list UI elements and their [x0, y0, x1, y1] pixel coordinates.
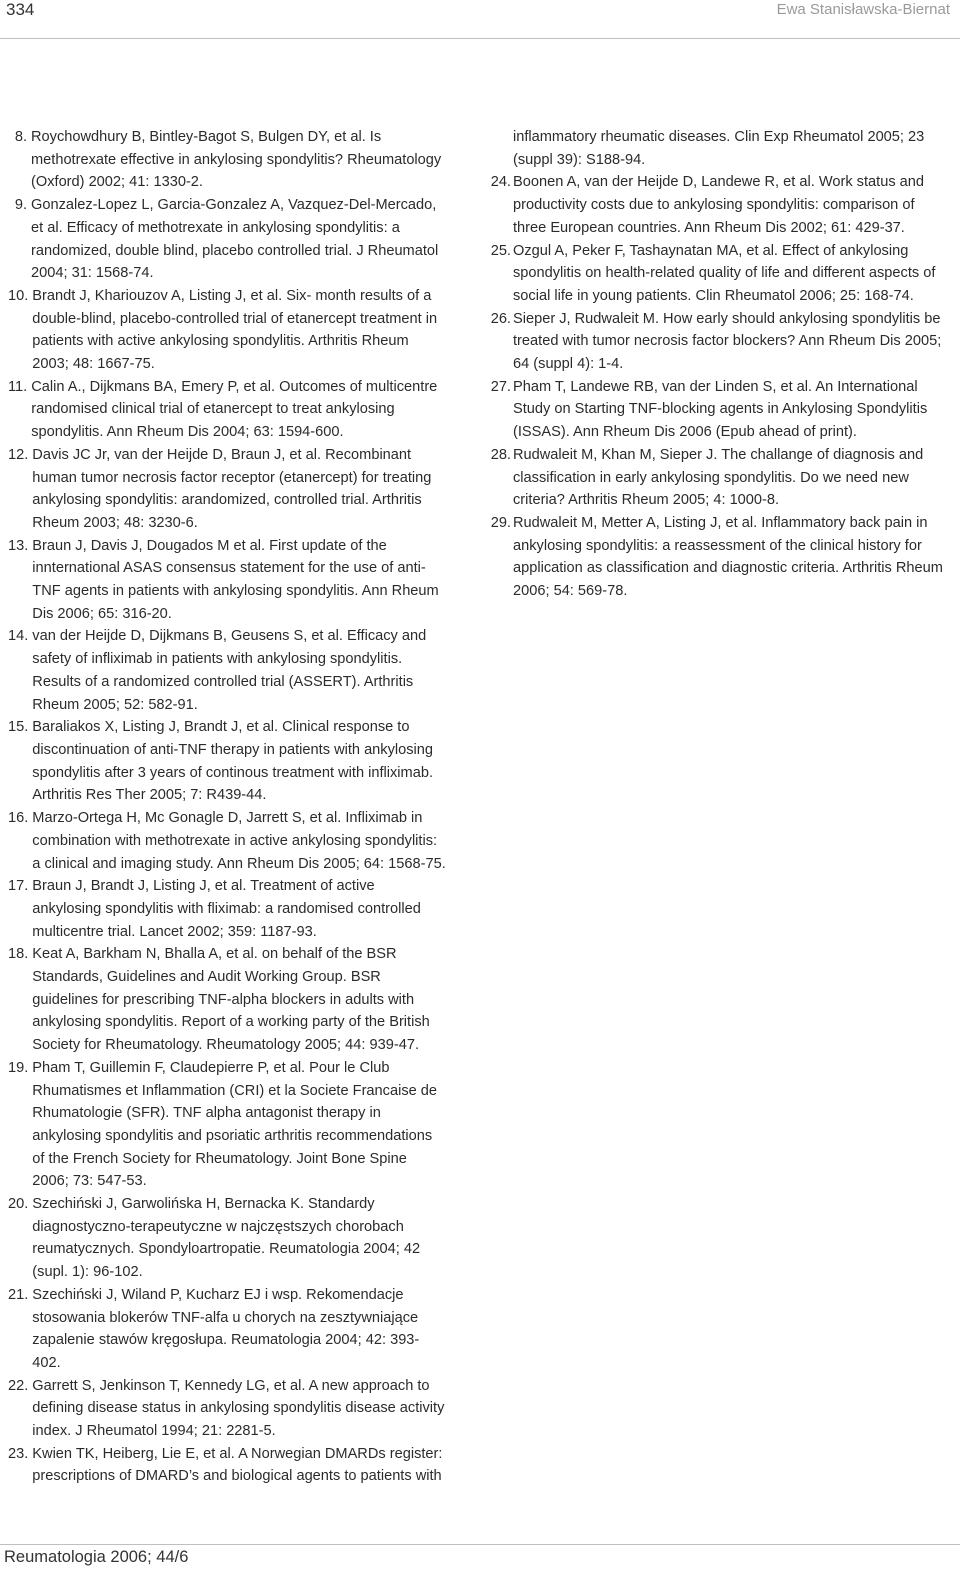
reference-number: 18.	[8, 946, 29, 963]
reference-item	[8, 535, 446, 626]
reference-number: 13.	[8, 537, 29, 554]
reference-number: 16.	[8, 810, 29, 827]
reference-number: 19.	[8, 1059, 29, 1076]
reference-text: Szechiński J, Wiland P, Kucharz EJ i wsp. Rekomendacje stosowania blokerów TNF-alfa u chorych na zesztywniające zapalenie stawów kręgosłupa. Reumatologia 2004; 42: 393-402.	[32, 1286, 420, 1371]
reference-item	[8, 376, 446, 444]
reference-text: Calin A., Dijkmans BA, Emery P, et al. Outcomes of multicentre randomised clinical trial of etanercept to treat ankylosing spondylitis. Ann Rheum Dis 2004; 63: 1594-600.	[31, 378, 438, 441]
reference-number: 21.	[8, 1286, 29, 1303]
references-left-column	[8, 126, 446, 1488]
reference-continuation: inflammatory rheumatic diseases. Clin Exp Rheumatol 2005; 23 (suppl 39): S188-94.	[513, 129, 925, 168]
reference-number: 23.	[8, 1445, 29, 1462]
reference-item	[8, 126, 446, 194]
reference-item	[490, 512, 948, 603]
reference-text: Rudwaleit M, Metter A, Listing J, et al. Inflammatory back pain in ankylosing spondylitis: a reassessment of the clinical history for application as classification and diagnostic criteria. Arthritis Rheum 2006; 54: 569-78.	[513, 514, 943, 600]
reference-text: Boonen A, van der Heijde D, Landewe R, et al. Work status and productivity costs due to ankylosing spondylitis: comparison of three European countries. Ann Rheum Dis 2002; 61: 429-37.	[513, 174, 925, 236]
reference-text: Rudwaleit M, Khan M, Sieper J. The challange of diagnosis and classification in early ankylosing spondylitis. Do we need new criteria? Arthritis Rheum 2005; 4: 1000-8.	[513, 446, 924, 509]
reference-number: 14.	[8, 628, 29, 645]
page-number: 334	[6, 0, 35, 19]
reference-item	[8, 1284, 446, 1375]
reference-item	[490, 308, 948, 376]
reference-text: Roychowdhury B, Bintley-Bagot S, Bulgen DY, et al. Is methotrexate effective in ankylosing spondylitis? Rheumatology (Oxford) 2002; 41: 1330-2.	[31, 129, 442, 191]
reference-text: Garrett S, Jenkinson T, Kennedy LG, et al. A new approach to defining disease status in ankylosing spondylitis disease activity index. J Rheumatol 1994; 21: 2281-5.	[32, 1377, 445, 1440]
reference-number: 12.	[8, 446, 29, 463]
reference-item	[490, 444, 948, 512]
reference-text: Pham T, Landewe RB, van der Linden S, et al. An International Study on Starting TNF-blocking agents in Ankylosing Spondylitis (ISSAS). Ann Rheum Dis 2006 (Epub ahead of print).	[513, 378, 928, 441]
reference-number: 15.	[8, 719, 29, 736]
reference-text: Szechiński J, Garwolińska H, Bernacka K. Standardy diagnostyczno-terapeutyczne w najczęstszych chorobach reumatycznych. Spondyloartropatie. Reumatologia 2004; 42 (supl. 1): 96-102.	[32, 1196, 421, 1281]
reference-number: 28.	[490, 446, 511, 463]
reference-text: Brandt J, Khariouzov A, Listing J, et al. Six- month results of a double-blind, placebo-controlled trial of etanercept treatment in patients with active ankylosing spondylitis. Arthritis Rheum 2003; 48: 1667-75.	[32, 287, 438, 373]
page-header	[0, 0, 960, 39]
reference-text: Baraliakos X, Listing J, Brandt J, et al. Clinical response to discontinuation of anti-TNF therapy in patients with ankylosing spondylitis after 3 years of continous treatment with infliximab. Arthritis Res Ther 2005; 7: R439-44.	[32, 719, 434, 804]
running-author: Ewa Stanisławska-Biernat	[776, 1, 950, 18]
reference-text: Sieper J, Rudwaleit M. How early should ankylosing spondylitis be treated with tumor necrosis factor blockers? Ann Rheum Dis 2005; 64 (suppl 4): 1-4.	[513, 310, 942, 373]
reference-item	[8, 875, 446, 943]
reference-number: 24.	[490, 174, 511, 191]
reference-item	[8, 444, 446, 535]
reference-number: 9.	[14, 197, 27, 214]
reference-number: 11.	[8, 378, 28, 395]
reference-number: 8.	[14, 129, 27, 145]
page-footer	[0, 1544, 960, 1590]
reference-number: 10.	[8, 287, 29, 304]
reference-number: 22.	[8, 1377, 29, 1394]
reference-item	[8, 807, 446, 875]
reference-item	[490, 171, 948, 239]
reference-item	[8, 625, 446, 716]
reference-item	[490, 240, 948, 308]
journal-citation: Reumatologia 2006; 44/6	[4, 1548, 189, 1566]
reference-item	[8, 943, 446, 1057]
reference-text: Kwien TK, Heiberg, Lie E, et al. A Norwegian DMARDs register: prescriptions of DMARD’s and biological agents to patients with	[32, 1445, 443, 1485]
reference-text: Pham T, Guillemin F, Claudepierre P, et al. Pour le Club Rhumatismes et Inflammation (CRI) et la Societe Francaise de Rhumatologie (SFR). TNF alpha antagonist therapy in ankylosing spondylitis and psoriatic arthritis recommendations of the French Society for Rheumatology. Joint Bone Spine 2006; 73: 547-53.	[32, 1059, 438, 1190]
reference-number: 20.	[8, 1196, 29, 1213]
references-right-column	[490, 126, 948, 603]
reference-text: Braun J, Brandt J, Listing J, et al. Treatment of active ankylosing spondylitis with fliximab: a randomised controlled multicentre trial. Lancet 2002; 359: 1187-93.	[32, 878, 421, 940]
reference-text: Keat A, Barkham N, Bhalla A, et al. on behalf of the BSR Standards, Guidelines and Audit Working Group. BSR guidelines for prescribing TNF-alpha blockers in adults with ankylosing spondylitis. Report of a working party of the British Society for Rheumatology. Rheumatology 2005; 44: 939-47.	[32, 946, 430, 1054]
reference-item	[8, 1193, 446, 1284]
reference-item	[8, 285, 446, 376]
reference-item	[8, 1375, 446, 1443]
reference-item	[8, 1057, 446, 1193]
reference-item	[8, 716, 446, 807]
reference-number: 26.	[490, 310, 511, 327]
reference-item	[490, 376, 948, 444]
reference-item	[8, 1443, 446, 1488]
reference-text: Davis JC Jr, van der Heijde D, Braun J, et al. Recombinant human tumor necrosis factor receptor (etanercept) for treating ankylosing spondylitis: arandomized, controlled trial. Arthritis Rheum 2003; 48: 3230-6.	[32, 446, 432, 531]
reference-item	[8, 194, 446, 285]
reference-number: 17.	[8, 878, 29, 895]
reference-number: 25.	[490, 242, 511, 259]
reference-text: Gonzalez-Lopez L, Garcia-Gonzalez A, Vazquez-Del-Mercado, et al. Efficacy of methotrexate in ankylosing spondylitis: a randomized, double blind, placebo controlled trial. J Rheumatol 2004; 31: 1568-74.	[31, 197, 439, 282]
reference-text: Ozgul A, Peker F, Tashaynatan MA, et al. Effect of ankylosing spondylitis on health-related quality of life and different aspects of social life in young patients. Clin Rheumatol 2006; 25: 168-74.	[513, 242, 936, 304]
reference-number: 29.	[490, 514, 511, 531]
reference-text: van der Heijde D, Dijkmans B, Geusens S, et al. Efficacy and safety of infliximab in patients with ankylosing spondylitis. Results of a randomized controlled trial (ASSERT). Arthritis Rheum 2005; 52: 582-91.	[32, 628, 427, 713]
reference-number: 27.	[490, 378, 511, 395]
reference-text: Marzo-Ortega H, Mc Gonagle D, Jarrett S, et al. Infliximab in combination with methotrexate in active ankylosing spondylitis: a clinical and imaging study. Ann Rheum Dis 2005; 64: 1568-75.	[32, 810, 446, 872]
reference-text: Braun J, Davis J, Dougados M et al. First update of the innternational ASAS consensus statement for the use of anti-TNF agents in patients with ankylosing spondylitis. Ann Rheum Dis 2006; 65: 316-20.	[32, 537, 439, 622]
